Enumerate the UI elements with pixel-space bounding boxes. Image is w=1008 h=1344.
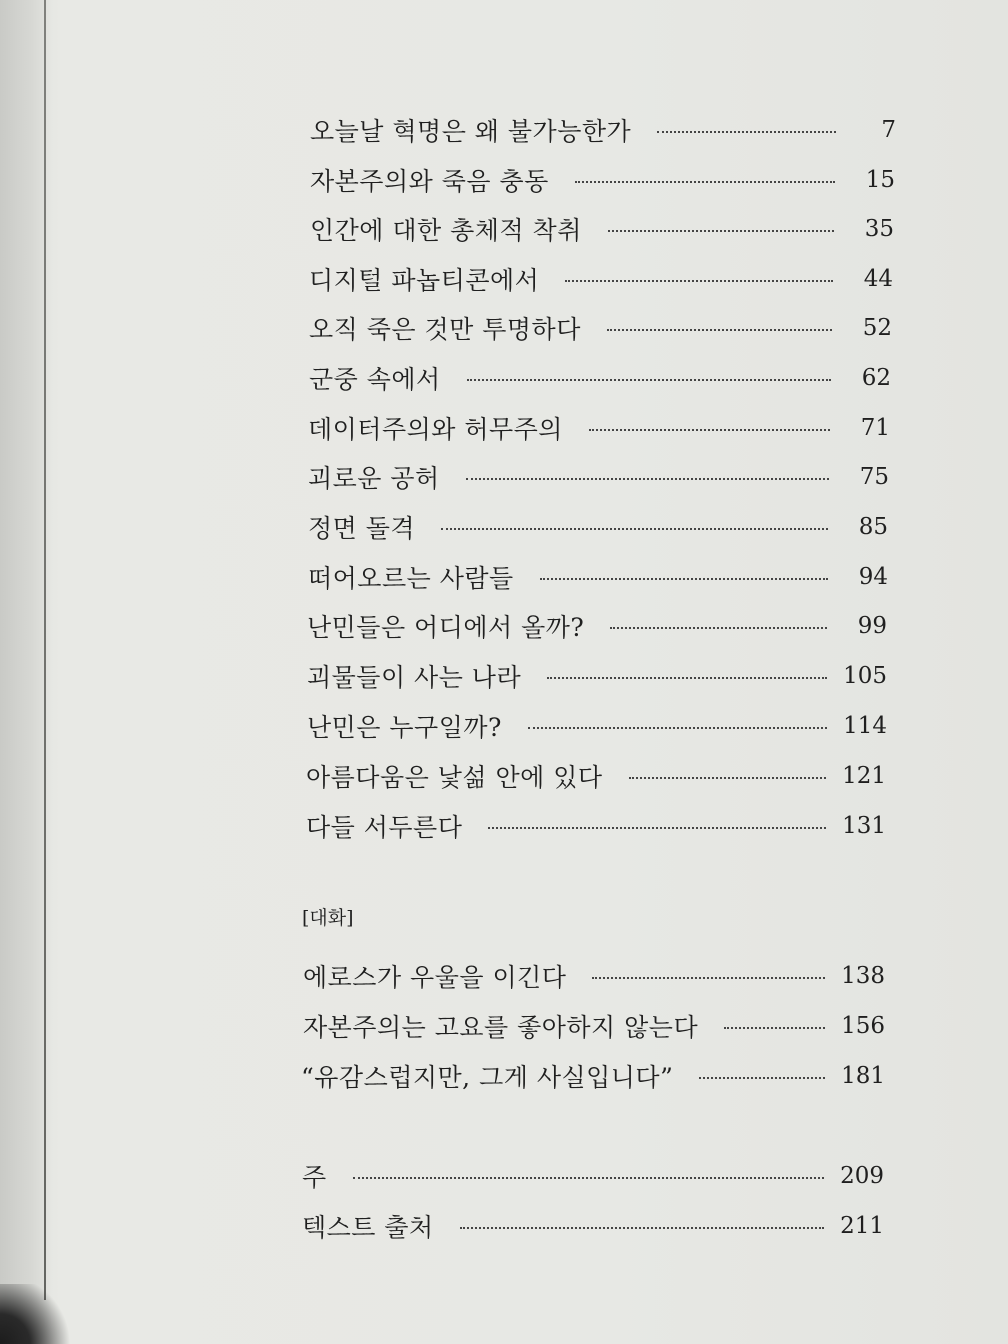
toc-entry-title: 난민들은 어디에서 올까? xyxy=(307,613,585,642)
toc-leader-dots xyxy=(460,1219,824,1229)
toc-entry xyxy=(306,756,886,796)
toc-entry xyxy=(302,1156,884,1196)
toc-leader-dots xyxy=(610,619,827,629)
toc-entry xyxy=(307,656,887,696)
toc-entry-page: 131 xyxy=(842,813,886,839)
toc-entry xyxy=(310,209,894,249)
toc-entry-title: 정면 돌격 xyxy=(308,514,416,543)
toc-entry-title: 오늘날 혁명은 왜 불가능한가 xyxy=(310,117,632,146)
toc-leader-dots xyxy=(699,1069,825,1079)
toc-leader-dots xyxy=(540,570,828,580)
toc-leader-dots xyxy=(608,222,834,232)
toc-entry-page: 7 xyxy=(881,117,896,143)
toc-entry xyxy=(306,806,886,846)
toc-entry-title: 자본주의는 고요를 좋아하지 않는다 xyxy=(303,1013,699,1042)
section-label-dialogue: [대화] xyxy=(302,907,354,929)
toc-entry-page: 15 xyxy=(865,167,895,193)
toc-entry-page: 181 xyxy=(841,1063,885,1089)
toc-entry-title: 에로스가 우울을 이긴다 xyxy=(303,963,567,992)
toc-leader-dots xyxy=(589,421,830,431)
toc-leader-dots xyxy=(547,669,827,679)
toc-entry-title: 디지털 파놉티콘에서 xyxy=(309,266,540,295)
toc-entry-page: 114 xyxy=(843,713,887,739)
toc-entry-page: 156 xyxy=(841,1013,885,1039)
toc-entry xyxy=(309,259,893,299)
toc-leader-dots xyxy=(575,173,835,183)
spine-edge xyxy=(44,0,46,1300)
toc-entry-title: 아름다움은 낯섦 안에 있다 xyxy=(306,763,603,792)
toc-entry-title: “유감스럽지만, 그게 사실입니다” xyxy=(301,1063,674,1092)
toc-entry-title: 다들 서두른다 xyxy=(306,813,463,842)
toc-entry xyxy=(307,706,887,746)
toc-entry-page: 52 xyxy=(862,315,892,341)
toc-entry xyxy=(303,1006,885,1046)
toc-entry-page: 71 xyxy=(860,415,890,441)
toc-entry xyxy=(302,1206,884,1246)
toc-entry-title: 군중 속에서 xyxy=(309,365,441,394)
toc-entry xyxy=(308,457,889,497)
toc-entry-title: 데이터주의와 허무주의 xyxy=(308,415,563,444)
toc-entry-title: 난민은 누구일까? xyxy=(307,713,502,742)
toc-entry-page: 44 xyxy=(863,266,893,292)
toc-leader-dots xyxy=(467,371,831,381)
toc-entry xyxy=(310,110,896,150)
toc-leader-dots xyxy=(466,470,829,480)
toc-entry-page: 105 xyxy=(843,663,887,689)
toc-entry xyxy=(310,160,895,200)
toc-leader-dots xyxy=(592,969,825,979)
page-corner-shadow xyxy=(0,1284,70,1344)
toc-entry xyxy=(303,956,885,996)
toc-entry-page: 35 xyxy=(864,216,894,242)
toc-entry-title: 텍스트 출처 xyxy=(302,1213,434,1242)
toc-entry-page: 99 xyxy=(857,613,887,639)
toc-leader-dots xyxy=(565,272,833,282)
toc-entry xyxy=(309,308,892,348)
toc-entry-page: 62 xyxy=(861,365,891,391)
toc-leader-dots xyxy=(607,321,832,331)
toc-entry-page: 85 xyxy=(858,514,888,540)
toc-entry xyxy=(301,1056,885,1096)
toc-entry-page: 75 xyxy=(859,464,889,490)
toc-entry-page: 121 xyxy=(842,763,886,789)
toc-leader-dots xyxy=(441,520,828,530)
toc-leader-dots xyxy=(657,123,836,133)
toc-entry xyxy=(307,606,887,646)
toc-entry-title: 주 xyxy=(302,1163,327,1192)
toc-entry-title: 괴물들이 사는 나라 xyxy=(307,663,522,692)
toc-leader-dots xyxy=(528,719,827,729)
toc-entry xyxy=(308,507,888,547)
toc-leader-dots xyxy=(488,819,826,829)
toc-entry-title: 인간에 대한 총체적 착취 xyxy=(310,216,582,245)
toc-entry-page: 138 xyxy=(841,963,885,989)
toc-entry xyxy=(308,408,890,448)
toc-entry-page: 94 xyxy=(858,564,888,590)
toc-entry xyxy=(309,358,891,398)
toc-entry-title: 괴로운 공허 xyxy=(308,464,440,493)
toc-leader-dots xyxy=(353,1169,824,1179)
toc-entry-title: 오직 죽은 것만 투명하다 xyxy=(309,315,581,344)
toc-entry-title: 떠어오르는 사람들 xyxy=(308,564,514,593)
toc-entry-page: 209 xyxy=(840,1163,884,1189)
toc-leader-dots xyxy=(724,1019,825,1029)
toc-entry-title: 자본주의와 죽음 충동 xyxy=(310,167,549,196)
toc-entry-page: 211 xyxy=(840,1213,884,1239)
toc-entry xyxy=(308,557,888,597)
toc-leader-dots xyxy=(629,769,827,779)
